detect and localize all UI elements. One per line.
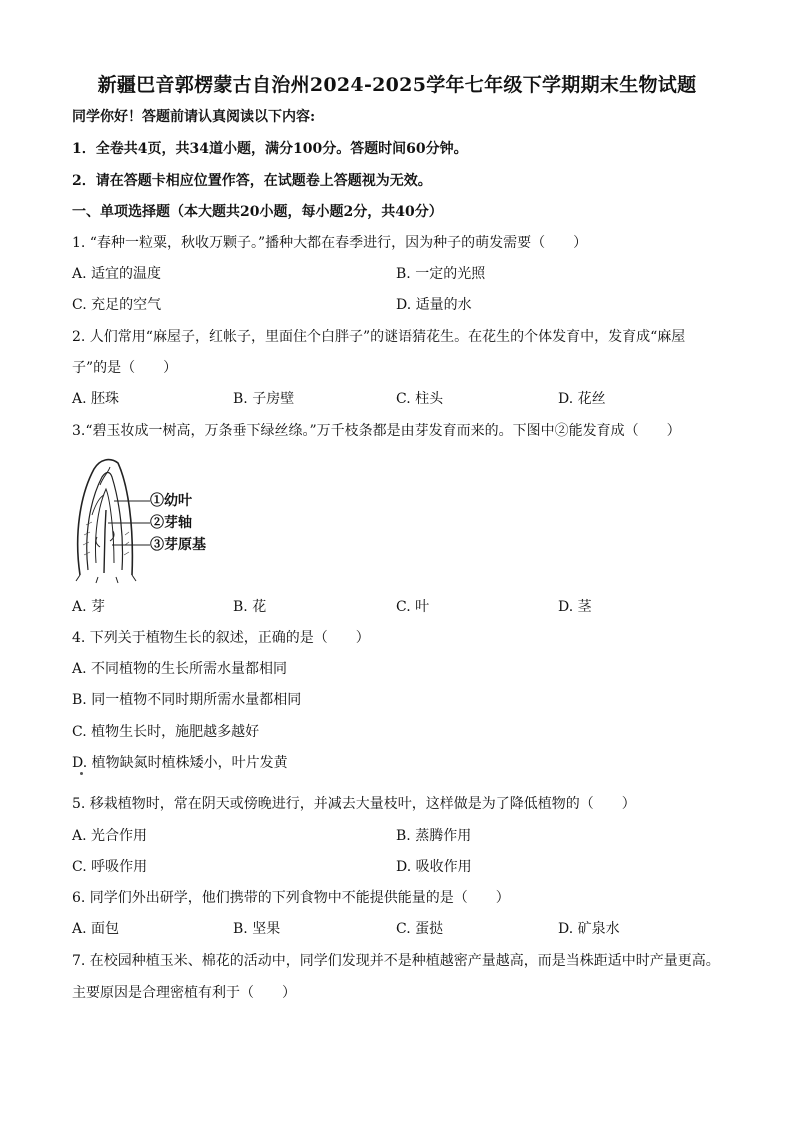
question-6-option-a: A. 面包 bbox=[72, 921, 120, 937]
question-3-option-b: B. 花 bbox=[233, 599, 267, 615]
question-7-stem-line-2: 主要原因是合理密植有利于（ ） bbox=[72, 985, 296, 1001]
question-1-option-a: A. 适宜的温度 bbox=[72, 266, 162, 282]
question-6-option-c: C. 蛋挞 bbox=[396, 921, 444, 937]
notice-item-1: 1．全卷共4页，共34道小题，满分100分。答题时间60分钟。 bbox=[72, 141, 468, 157]
question-1-option-b: B. 一定的光照 bbox=[396, 266, 486, 282]
question-6-option-d: D. 矿泉水 bbox=[558, 921, 620, 937]
question-2-stem-line-2: 子”的是（ ） bbox=[72, 360, 178, 376]
question-4-stem: 4. 下列关于植物生长的叙述，正确的是（ ） bbox=[72, 630, 370, 646]
stray-mark bbox=[80, 772, 83, 775]
question-2-option-b: B. 子房壁 bbox=[233, 391, 295, 407]
figure-label-bud-primordium: ③芽原基 bbox=[150, 537, 206, 553]
question-4-option-b: B. 同一植物不同时期所需水量都相同 bbox=[72, 692, 302, 708]
question-7-stem-line-1: 7. 在校园种植玉米、棉花的活动中，同学们发现并不是种植越密产量越高，而是当株距适中时产量更高。 bbox=[72, 953, 720, 969]
bud-structure-diagram bbox=[70, 455, 230, 585]
question-5-option-b: B. 蒸腾作用 bbox=[396, 828, 472, 844]
question-5-stem: 5. 移栽植物时，常在阴天或傍晚进行，并减去大量枝叶，这样做是为了降低植物的（ ） bbox=[72, 796, 636, 812]
question-2-option-d: D. 花丝 bbox=[558, 391, 606, 407]
question-2-stem-line-1: 2. 人们常用“麻屋子，红帐子，里面住个白胖子”的谜语猜花生。在花生的个体发育中，发育成“麻屋 bbox=[72, 329, 686, 345]
question-6-stem: 6. 同学们外出研学，他们携带的下列食物中不能提供能量的是（ ） bbox=[72, 890, 510, 906]
question-5-option-d: D. 吸收作用 bbox=[396, 859, 472, 875]
figure-label-bud-axis: ②芽轴 bbox=[150, 515, 192, 531]
question-1-option-d: D. 适量的水 bbox=[396, 297, 472, 313]
question-3-option-c: C. 叶 bbox=[396, 599, 430, 615]
question-3-option-d: D. 茎 bbox=[558, 599, 592, 615]
question-4-option-d: D. 植物缺氮时植株矮小，叶片发黄 bbox=[72, 755, 288, 771]
section-heading: 一、单项选择题（本大题共20小题，每小题2分，共40分） bbox=[72, 204, 443, 220]
question-2-option-a: A. 胚珠 bbox=[72, 391, 120, 407]
question-5-option-c: C. 呼吸作用 bbox=[72, 859, 148, 875]
question-4-option-a: A. 不同植物的生长所需水量都相同 bbox=[72, 661, 288, 677]
page-title: 新疆巴音郭楞蒙古自治州2024-2025学年七年级下学期期末生物试题 bbox=[97, 74, 697, 96]
question-5-option-a: A. 光合作用 bbox=[72, 828, 148, 844]
figure-label-young-leaf: ①幼叶 bbox=[150, 493, 192, 509]
question-3-option-a: A. 芽 bbox=[72, 599, 106, 615]
question-1-stem: 1. “春种一粒粟，秋收万颗子。”播种大都在春季进行，因为种子的萌发需要（ ） bbox=[72, 235, 588, 251]
question-1-option-c: C. 充足的空气 bbox=[72, 297, 162, 313]
question-3-stem: 3.“碧玉妆成一树高，万条垂下绿丝绦。”万千枝条都是由芽发育而来的。下图中②能发育成（ ） bbox=[72, 423, 681, 439]
notice-item-2: 2．请在答题卡相应位置作答，在试题卷上答题视为无效。 bbox=[72, 173, 432, 189]
notice-greeting: 同学你好！答题前请认真阅读以下内容: bbox=[72, 109, 316, 125]
question-2-option-c: C. 柱头 bbox=[396, 391, 444, 407]
question-4-option-c: C. 植物生长时，施肥越多越好 bbox=[72, 724, 260, 740]
question-6-option-b: B. 坚果 bbox=[233, 921, 281, 937]
